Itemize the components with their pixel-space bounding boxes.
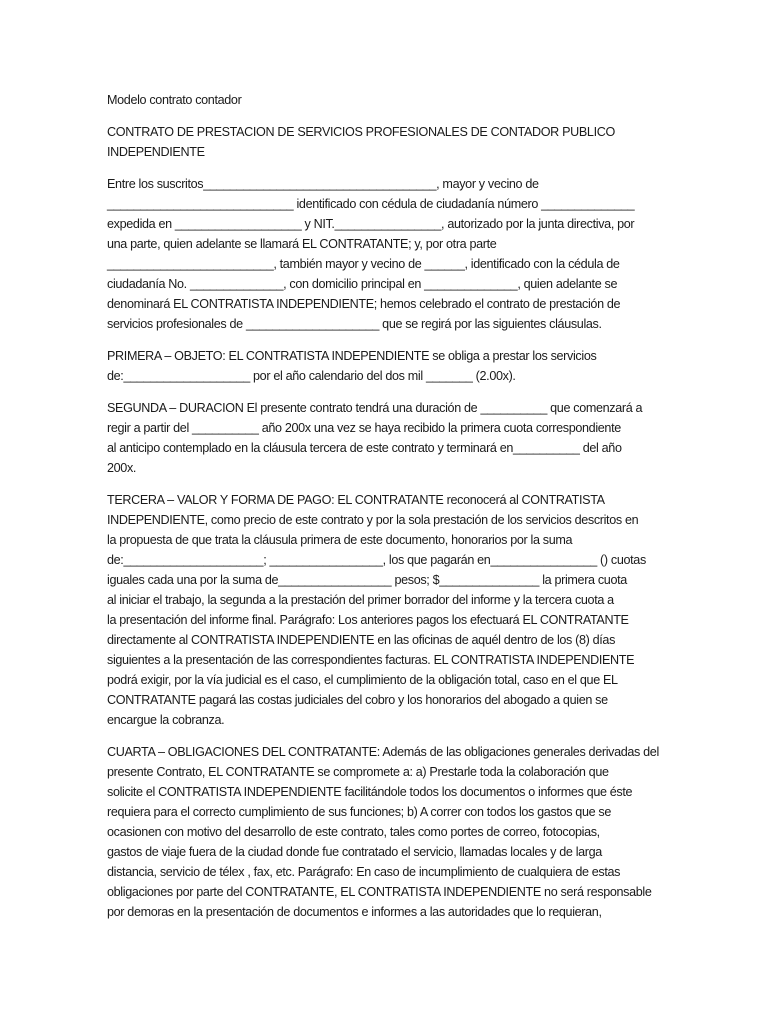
- paragraph-line: CUARTA – OBLIGACIONES DEL CONTRATANTE: Además de las obligaciones generales derivadas del: [107, 745, 659, 759]
- paragraph-line: TERCERA – VALOR Y FORMA DE PAGO: EL CONTRATANTE reconocerá al CONTRATISTA: [107, 493, 605, 507]
- paragraph-line: directamente al CONTRATISTA INDEPENDIENTE en las oficinas de aquél dentro de los (8) días: [107, 633, 616, 647]
- paragraph-line: INDEPENDIENTE, como precio de este contrato y por la sola prestación de los servicios descritos en: [107, 513, 639, 527]
- heading-line: INDEPENDIENTE: [107, 145, 205, 159]
- paragraph-line: expedida en ___________________ y NIT.________________, autorizado por la junta directiva, por: [107, 217, 635, 231]
- paragraph-line: 200x.: [107, 461, 137, 475]
- paragraph-line: denominará EL CONTRATISTA INDEPENDIENTE; hemos celebrado el contrato de prestación de: [107, 297, 621, 311]
- paragraph-line: requiera para el correcto cumplimiento de sus funciones; b) A correr con todos los gastos que se: [107, 805, 612, 819]
- document-page: [107, 90, 667, 934]
- clause-primera: [107, 346, 667, 386]
- paragraph-line: regir a partir del __________ año 200x una vez se haya recibido la primera cuota correspondiente: [107, 421, 621, 435]
- contract-body: [107, 174, 667, 922]
- document-title: Modelo contrato contador: [107, 93, 242, 107]
- paragraph-line: al iniciar el trabajo, la segunda a la prestación del primer borrador del informe y la tercera cuota a: [107, 593, 614, 607]
- paragraph-line: por demoras en la presentación de documentos e informes a las autoridades que lo requieran,: [107, 905, 602, 919]
- paragraph-line: servicios profesionales de ____________________ que se regirá por las siguientes cláusulas.: [107, 317, 602, 331]
- paragraph-line: distancia, servicio de télex , fax, etc. Parágrafo: En caso de incumplimiento de cualquiera de estas: [107, 865, 621, 879]
- contract-heading: [107, 122, 667, 162]
- heading-line: CONTRATO DE PRESTACION DE SERVICIOS PROFESIONALES DE CONTADOR PUBLICO: [107, 125, 615, 139]
- paragraph-line: ocasionen con motivo del desarrollo de este contrato, tales como portes de correo, fotocopias,: [107, 825, 600, 839]
- paragraph-line: encargue la cobranza.: [107, 713, 225, 727]
- paragraph-line: al anticipo contemplado en la cláusula tercera de este contrato y terminará en__________ del año: [107, 441, 622, 455]
- clause-cuarta: [107, 742, 667, 922]
- paragraph-line: la propuesta de que trata la cláusula primera de este documento, honorarios por la suma: [107, 533, 573, 547]
- clause-tercera: [107, 490, 667, 730]
- paragraph-line: podrá exigir, por la vía judicial es el caso, el cumplimiento de la obligación total, caso en el que EL: [107, 673, 618, 687]
- paragraph-line: iguales cada una por la suma de_________________ pesos; $_______________ la primera cuota: [107, 573, 627, 587]
- paragraph-line: siguientes a la presentación de las correspondientes facturas. EL CONTRATISTA INDEPENDIENTE: [107, 653, 635, 667]
- paragraph-line: la presentación del informe final. Parágrafo: Los anteriores pagos los efectuará EL CONTRATANTE: [107, 613, 629, 627]
- paragraph-line: _________________________, también mayor y vecino de ______, identificado con la cédula de: [107, 257, 620, 271]
- paragraph-line: Entre los suscritos___________________________________, mayor y vecino de: [107, 177, 539, 191]
- paragraph-line: PRIMERA – OBJETO: EL CONTRATISTA INDEPENDIENTE se obliga a prestar los servicios: [107, 349, 597, 363]
- paragraph-line: ____________________________ identificado con cédula de ciudadanía número ______________: [107, 197, 635, 211]
- paragraph-line: CONTRATANTE pagará las costas judiciales del cobro y los honorarios del abogado a quien se: [107, 693, 608, 707]
- paragraph-line: ciudadanía No. ______________, con domicilio principal en ______________, quien adelante se: [107, 277, 618, 291]
- intro-paragraph: [107, 174, 667, 334]
- paragraph-line: presente Contrato, EL CONTRATANTE se compromete a: a) Prestarle toda la colaboración que: [107, 765, 609, 779]
- paragraph-line: una parte, quien adelante se llamará EL CONTRATANTE; y, por otra parte: [107, 237, 497, 251]
- clause-segunda: [107, 398, 667, 478]
- paragraph-line: solicite el CONTRATISTA INDEPENDIENTE facilitándole todos los documentos o informes que éste: [107, 785, 633, 799]
- paragraph-line: obligaciones por parte del CONTRATANTE, EL CONTRATISTA INDEPENDIENTE no será responsable: [107, 885, 652, 899]
- paragraph-line: de:_____________________; _________________, los que pagarán en________________ () cuotas: [107, 553, 646, 567]
- paragraph-line: SEGUNDA – DURACION El presente contrato tendrá una duración de __________ que comenzará a: [107, 401, 643, 415]
- paragraph-line: gastos de viaje fuera de la ciudad donde fue contratado el servicio, llamadas locales y de larga: [107, 845, 602, 859]
- paragraph-line: de:___________________ por el año calendario del dos mil _______ (2.00x).: [107, 369, 516, 383]
